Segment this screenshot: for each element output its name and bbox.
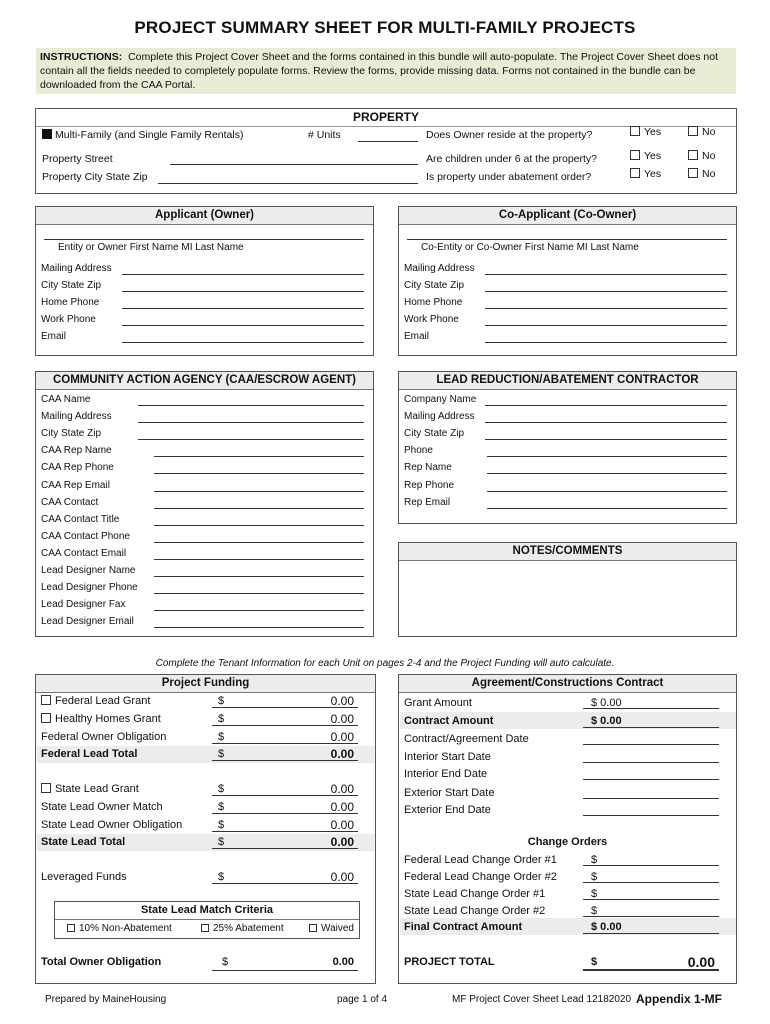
funding-row-label[interactable]	[41, 783, 139, 795]
applicant-field-input[interactable]	[122, 313, 364, 326]
caa-field-label: City State Zip	[41, 428, 102, 440]
funding-row-label[interactable]	[41, 713, 161, 725]
contractor-field-label: Rep Phone	[404, 479, 455, 491]
agreement-date-field[interactable]	[583, 731, 719, 745]
funding-label-text: Federal Lead Total	[41, 748, 138, 760]
funding-currency: $	[218, 748, 225, 760]
caa-field-input[interactable]	[154, 513, 364, 526]
contractor-field-input[interactable]	[487, 479, 727, 492]
checkbox-icon	[67, 924, 75, 932]
children-question: Are children under 6 at the property?	[426, 153, 598, 165]
contractor-field-input[interactable]	[487, 444, 727, 457]
applicant-field-input[interactable]	[122, 262, 364, 275]
coapplicant-field-input[interactable]	[485, 262, 727, 275]
caa-field-input[interactable]	[154, 496, 364, 509]
instructions-box	[36, 48, 736, 94]
applicant-field-input[interactable]	[122, 330, 364, 343]
agreement-header: Agreement/Constructions Contract	[399, 675, 736, 693]
applicant-section	[35, 206, 374, 356]
units-label: # Units	[308, 129, 341, 141]
coapplicant-field-label: City State Zip	[404, 280, 465, 291]
contract-amount-label: Contract Amount	[404, 715, 494, 727]
funding-section	[35, 674, 376, 984]
contractor-field-label: Rep Name	[404, 462, 452, 474]
funding-row-label	[41, 748, 137, 760]
funding-amount-value: 0.00	[330, 782, 354, 796]
checkbox-icon	[630, 168, 640, 178]
change-order-field[interactable]	[583, 903, 719, 917]
caa-field-input[interactable]	[154, 461, 364, 474]
grant-amount-label: Grant Amount	[404, 697, 472, 709]
coapplicant-header: Co-Applicant (Co-Owner)	[399, 207, 736, 225]
caa-field-label: Lead Designer Phone	[41, 582, 138, 594]
applicant-field-input[interactable]	[122, 296, 364, 309]
total-owner-value: 0.00	[332, 956, 354, 968]
units-field[interactable]	[358, 129, 418, 142]
agreement-date-field[interactable]	[583, 766, 719, 780]
match-option-waived[interactable]	[309, 923, 354, 934]
coapplicant-field-input[interactable]	[485, 313, 727, 326]
funding-currency: $	[218, 695, 225, 707]
property-section	[35, 108, 737, 194]
contractor-field-label: Mailing Address	[404, 411, 475, 423]
option-label: 10% Non-Abatement	[79, 923, 172, 934]
contractor-field-label: Company Name	[404, 394, 477, 405]
change-order-field[interactable]	[583, 886, 719, 900]
project-total-label: PROJECT TOTAL	[404, 956, 495, 968]
change-order-field[interactable]	[583, 852, 719, 866]
agreement-date-field[interactable]	[583, 785, 719, 799]
coapplicant-field-label: Home Phone	[404, 297, 463, 308]
abatement-yes[interactable]	[630, 168, 661, 180]
caa-field-input[interactable]	[154, 444, 364, 457]
contractor-section	[398, 371, 737, 524]
change-order-field[interactable]	[583, 869, 719, 883]
funding-currency: $	[218, 871, 225, 883]
agreement-section	[398, 674, 737, 984]
caa-field-input[interactable]	[154, 598, 364, 611]
change-order-currency: $	[591, 905, 598, 917]
change-order-label: State Lead Change Order #1	[404, 888, 546, 900]
checkbox-icon	[630, 126, 640, 136]
contractor-field-label: City State Zip	[404, 428, 465, 440]
total-owner-label: Total Owner Obligation	[41, 956, 162, 968]
change-order-currency: $	[591, 888, 598, 900]
change-order-label: State Lead Change Order #2	[404, 905, 546, 917]
caa-field-label: CAA Contact Phone	[41, 530, 130, 542]
agreement-date-field[interactable]	[583, 749, 719, 763]
funding-label-text: State Lead Total	[41, 836, 126, 848]
funding-currency: $	[218, 783, 225, 795]
checkbox-icon	[309, 924, 317, 932]
page-title: PROJECT SUMMARY SHEET FOR MULTI-FAMILY PROJECTS	[134, 18, 636, 37]
contractor-field-label: Rep Email	[404, 496, 451, 508]
contract-amount-value: $ 0.00	[591, 715, 622, 727]
funding-row-label	[41, 836, 125, 848]
grant-amount-value: $ 0.00	[591, 697, 622, 709]
owner-reside-no[interactable]	[688, 126, 715, 138]
agreement-date-label: Contract/Agreement Date	[404, 733, 529, 745]
funding-label-text: Federal Owner Obligation	[41, 731, 167, 743]
change-order-currency: $	[591, 854, 598, 866]
applicant-name-caption: Entity or Owner First Name MI Last Name	[58, 242, 244, 253]
checkbox-icon	[688, 168, 698, 178]
abatement-question: Is property under abatement order?	[426, 171, 592, 183]
coapplicant-name-field[interactable]	[407, 227, 727, 240]
contractor-field-label: Phone	[404, 445, 433, 457]
funding-row-label	[41, 801, 163, 813]
funding-amount-value: 0.00	[330, 712, 354, 726]
caa-field-label: Lead Designer Fax	[41, 599, 126, 611]
agreement-date-label: Interior End Date	[404, 768, 488, 780]
match-criteria-title: State Lead Match Criteria	[140, 904, 274, 916]
funding-label-text: Healthy Homes Grant	[55, 713, 161, 725]
street-field[interactable]	[170, 152, 418, 165]
match-option-non-abatement[interactable]	[67, 923, 172, 934]
contractor-field-input[interactable]	[485, 410, 727, 423]
caa-field-label: CAA Contact	[41, 496, 99, 508]
instructions-text: Complete this Project Cover Sheet and the forms contained in this bundle will auto-populate. The Project Cover Sheet does not contain all the fields needed to completely populate forms. Review the forms, provide missing data. Forms not contained in the bundle can be downloaded from the CAA Portal.	[40, 51, 718, 91]
funding-row-label	[41, 819, 182, 831]
abatement-no[interactable]	[688, 168, 715, 180]
funding-currency: $	[218, 801, 225, 813]
caa-field-label: CAA Rep Name	[41, 445, 112, 457]
property-header: PROPERTY	[352, 110, 419, 124]
applicant-field-label: Work Phone	[41, 314, 96, 325]
total-owner-currency: $	[222, 956, 229, 968]
footer-form: MF Project Cover Sheet Lead 12182020	[452, 994, 631, 1005]
funding-currency: $	[218, 713, 225, 725]
funding-amount-value: 0.00	[330, 730, 354, 744]
children-no[interactable]	[688, 150, 715, 162]
funding-row-label	[41, 871, 127, 883]
caa-field-input[interactable]	[154, 547, 364, 560]
agreement-date-field[interactable]	[583, 802, 719, 816]
match-option-abatement[interactable]	[201, 923, 284, 934]
caa-field-input[interactable]	[154, 479, 364, 492]
change-order-currency: $	[591, 871, 598, 883]
checkbox-icon	[630, 150, 640, 160]
yes-label: Yes	[644, 150, 662, 162]
applicant-field-label: Email	[41, 331, 67, 342]
city-state-zip-field[interactable]	[158, 170, 418, 184]
agreement-date-label: Interior Start Date	[404, 751, 491, 763]
caa-field-label: CAA Contact Title	[41, 513, 120, 525]
applicant-field-label: Home Phone	[41, 297, 100, 308]
contractor-field-input[interactable]	[487, 461, 727, 474]
applicant-field-label: Mailing Address	[41, 263, 112, 274]
caa-section	[35, 371, 374, 637]
agreement-date-label: Exterior Start Date	[404, 787, 495, 799]
coapplicant-field-input[interactable]	[485, 296, 727, 309]
funding-currency: $	[218, 731, 225, 743]
coapplicant-section	[398, 206, 737, 356]
caa-field-input[interactable]	[154, 530, 364, 543]
applicant-name-field[interactable]	[44, 227, 364, 240]
project-total-currency: $	[591, 956, 598, 968]
checkbox-icon	[201, 924, 209, 932]
funding-header: Project Funding	[36, 675, 375, 693]
caa-field-label: Mailing Address	[41, 411, 112, 423]
caa-field-input[interactable]	[138, 393, 364, 406]
applicant-field-label: City State Zip	[41, 280, 102, 291]
funding-label-text: Federal Lead Grant	[55, 695, 151, 707]
footer-page: page 1 of 4	[337, 994, 388, 1005]
funding-currency: $	[218, 836, 225, 848]
coapplicant-field-label: Work Phone	[404, 314, 459, 325]
funding-amount-value: 0.00	[330, 694, 354, 708]
funding-row-label[interactable]	[41, 695, 150, 707]
no-label: No	[702, 126, 716, 138]
caa-field-label: CAA Rep Phone	[41, 462, 114, 474]
caa-field-input[interactable]	[154, 581, 364, 594]
funding-amount-value: 0.00	[330, 835, 354, 849]
tenant-note: Complete the Tenant Information for each Unit on pages 2-4 and the Project Funding will auto calculate.	[155, 658, 615, 669]
caa-field-input[interactable]	[154, 564, 364, 577]
funding-label-text: State Lead Grant	[55, 783, 139, 795]
no-label: No	[702, 150, 716, 162]
funding-amount-value: 0.00	[330, 747, 354, 761]
funding-label-text: State Lead Owner Obligation	[41, 819, 183, 831]
funding-amount-value: 0.00	[330, 818, 354, 832]
coapplicant-field-label: Mailing Address	[404, 263, 475, 274]
contractor-header: LEAD REDUCTION/ABATEMENT CONTRACTOR	[399, 372, 736, 390]
caa-field-input[interactable]	[154, 615, 364, 628]
project-total-value: 0.00	[687, 954, 715, 970]
change-orders-title: Change Orders	[527, 836, 608, 848]
change-order-label: Federal Lead Change Order #1	[404, 854, 557, 866]
checkbox-icon	[688, 126, 698, 136]
applicant-field-input[interactable]	[122, 279, 364, 292]
final-contract-label: Final Contract Amount	[404, 921, 523, 933]
final-contract-value: $ 0.00	[591, 921, 622, 933]
contractor-field-input[interactable]	[487, 496, 727, 509]
coapplicant-field-label: Email	[404, 331, 430, 342]
funding-row-label	[41, 731, 166, 743]
checkbox-icon	[41, 713, 51, 723]
contractor-field-input[interactable]	[485, 427, 727, 440]
footer-prepared: Prepared by MaineHousing	[45, 994, 167, 1005]
change-order-label: Federal Lead Change Order #2	[404, 871, 557, 883]
option-label: Waived	[321, 923, 354, 934]
funding-amount-value: 0.00	[330, 870, 354, 884]
checkbox-icon	[688, 150, 698, 160]
checked-box-icon	[42, 129, 52, 139]
children-yes[interactable]	[630, 150, 661, 162]
funding-label-text: Leveraged Funds	[41, 871, 127, 883]
multi-family-label: Multi-Family (and Single Family Rentals)	[55, 129, 244, 141]
no-label: No	[702, 168, 716, 180]
yes-label: Yes	[644, 168, 662, 180]
instructions-label: INSTRUCTIONS:	[40, 51, 123, 63]
caa-field-label: Lead Designer Name	[41, 565, 136, 576]
funding-currency: $	[218, 819, 225, 831]
match-criteria-box	[54, 901, 360, 939]
contractor-field-input[interactable]	[485, 393, 727, 406]
caa-field-label: CAA Rep Email	[41, 479, 110, 491]
funding-amount-value: 0.00	[330, 800, 354, 814]
option-label: 25% Abatement	[213, 923, 284, 934]
funding-label-text: State Lead Owner Match	[41, 801, 163, 813]
caa-field-label: CAA Name	[41, 394, 91, 405]
city-state-zip-label: Property City State Zip	[42, 171, 148, 183]
caa-field-label: CAA Contact Email	[41, 547, 127, 559]
notes-header: NOTES/COMMENTS	[399, 543, 736, 561]
coapplicant-field-input[interactable]	[485, 330, 727, 343]
notes-section[interactable]	[398, 542, 737, 637]
checkbox-icon	[41, 783, 51, 793]
multi-family-checkbox[interactable]	[42, 129, 243, 141]
street-label: Property Street	[42, 153, 113, 165]
owner-reside-question: Does Owner reside at the property?	[426, 129, 593, 141]
checkbox-icon	[41, 695, 51, 705]
yes-label: Yes	[644, 126, 662, 138]
applicant-header: Applicant (Owner)	[36, 207, 373, 225]
owner-reside-yes[interactable]	[630, 126, 661, 138]
caa-field-label: Lead Designer Email	[41, 616, 134, 628]
coapplicant-name-caption: Co-Entity or Co-Owner First Name MI Last Name	[421, 242, 639, 253]
caa-field-input[interactable]	[138, 410, 364, 423]
caa-header: COMMUNITY ACTION AGENCY (CAA/ESCROW AGENT)	[36, 372, 373, 390]
caa-field-input[interactable]	[138, 427, 364, 440]
agreement-date-label: Exterior End Date	[404, 804, 491, 816]
coapplicant-field-input[interactable]	[485, 279, 727, 292]
footer-appendix: Appendix 1-MF	[636, 992, 722, 1006]
